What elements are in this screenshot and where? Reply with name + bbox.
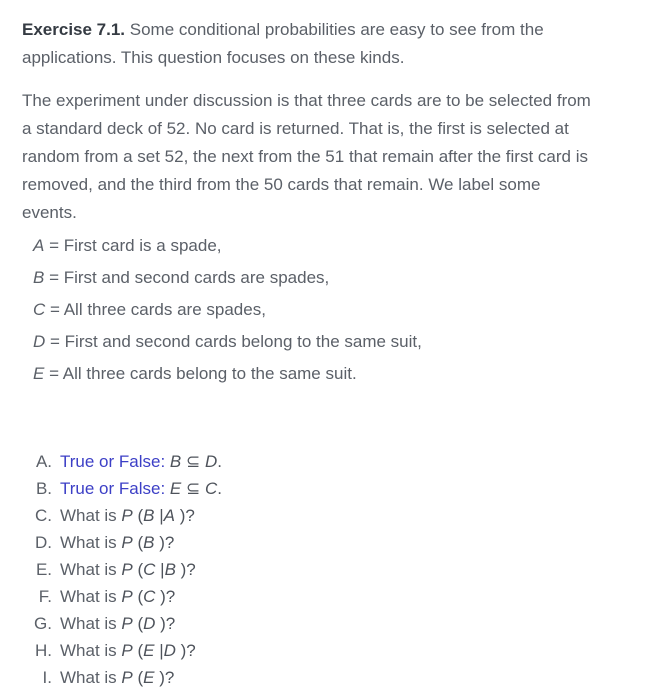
math-symbol: ( [132, 533, 144, 552]
math-variable: D [204, 452, 218, 471]
math-variable: C [143, 560, 156, 579]
event-description: All three cards are spades, [63, 300, 266, 319]
question-text [60, 583, 175, 610]
question-prefix: What is [60, 614, 122, 633]
question-prefix: What is [60, 641, 122, 660]
experiment-line: random from a set 52, the next from the 51 that remain after the first card is [22, 147, 588, 166]
math-variable: P [121, 506, 133, 525]
math-symbol: ( [132, 560, 144, 579]
question-prefix: What is [60, 560, 122, 579]
question-marker: G. [34, 614, 52, 633]
event-definition-row [33, 262, 623, 294]
question-item [22, 637, 623, 664]
math-variable: P [121, 587, 133, 606]
question-marker: H. [35, 641, 52, 660]
question-text [60, 529, 174, 556]
question-marker: A. [35, 452, 52, 471]
experiment-line: events. [22, 203, 77, 222]
question-item [22, 556, 623, 583]
question-marker: F. [38, 587, 52, 606]
math-symbol: )? [175, 560, 196, 579]
question-marker: D. [35, 533, 52, 552]
question-prefix: What is [60, 506, 122, 525]
event-equals-sign: = [44, 268, 64, 287]
math-variable: A [163, 506, 175, 525]
math-symbol: | [154, 641, 164, 660]
math-variable: P [121, 641, 133, 660]
math-variable: E [169, 479, 182, 498]
event-definition-row [33, 230, 623, 262]
math-symbol: )? [155, 587, 176, 606]
question-item [22, 475, 623, 502]
intro-line-2: applications. This question focuses on these kinds. [22, 48, 405, 67]
math-symbol: | [154, 506, 164, 525]
event-description: First and second cards belong to the same suit, [64, 332, 422, 351]
event-equals-sign: = [45, 332, 65, 351]
math-symbol: ⊆ [181, 452, 205, 471]
event-equals-sign: = [45, 300, 64, 319]
math-variable: P [121, 533, 133, 552]
intro-line-1 [22, 16, 623, 44]
event-letter: E [33, 364, 45, 383]
true-or-false-link[interactable]: True or False: [60, 452, 166, 471]
experiment-line: The experiment under discussion is that three cards are to be selected from [22, 91, 591, 110]
event-description: First card is a spade, [63, 236, 222, 255]
question-marker: C. [35, 506, 52, 525]
math-variable: C [204, 479, 218, 498]
math-symbol: ( [132, 641, 144, 660]
intro-paragraph [22, 16, 623, 72]
event-letter: B [33, 268, 45, 287]
question-text [60, 448, 222, 475]
event-letter: C [33, 300, 46, 319]
true-or-false-link[interactable]: True or False: [60, 479, 166, 498]
question-item [22, 610, 623, 637]
question-item [22, 502, 623, 529]
math-symbol: )? [154, 533, 175, 552]
question-marker: B. [35, 479, 52, 498]
question-item [22, 583, 623, 610]
math-symbol: ( [132, 668, 144, 687]
event-definition-row [33, 326, 623, 358]
math-variable: B [143, 533, 155, 552]
math-variable: D [163, 641, 176, 660]
math-symbol: ( [132, 587, 144, 606]
math-symbol: )? [155, 614, 176, 633]
math-variable: P [121, 668, 133, 687]
question-text [60, 502, 195, 529]
question-marker: E. [35, 560, 52, 579]
math-variable: P [121, 614, 133, 633]
math-variable: E [143, 641, 155, 660]
event-letter: D [33, 332, 46, 351]
math-variable: B [164, 560, 176, 579]
math-symbol: ⊆ [181, 479, 205, 498]
question-text [60, 610, 175, 637]
question-marker: I. [42, 668, 52, 687]
question-text [60, 556, 196, 583]
math-symbol: )? [154, 668, 175, 687]
math-symbol: ( [132, 506, 144, 525]
math-symbol: ( [132, 614, 144, 633]
intro-line-1-text: Some conditional probabilities are easy to see from the [125, 20, 544, 39]
event-definitions-list [33, 230, 623, 390]
math-symbol: . [217, 479, 222, 498]
event-description: All three cards belong to the same suit. [62, 364, 357, 383]
math-variable: B [169, 452, 182, 471]
event-equals-sign: = [44, 236, 64, 255]
math-symbol: . [217, 452, 222, 471]
experiment-line: a standard deck of 52. No card is returned. That is, the first is selected at [22, 119, 569, 138]
question-prefix: What is [60, 533, 122, 552]
experiment-paragraph [22, 87, 623, 227]
math-variable: E [143, 668, 155, 687]
question-text [60, 664, 174, 691]
question-item [22, 664, 623, 691]
math-variable: B [143, 506, 155, 525]
event-letter: A [33, 236, 45, 255]
question-text [60, 475, 222, 502]
question-prefix: What is [60, 587, 122, 606]
math-variable: C [143, 587, 156, 606]
math-symbol: | [155, 560, 165, 579]
question-item [22, 529, 623, 556]
event-description: First and second cards are spades, [63, 268, 330, 287]
question-text [60, 637, 196, 664]
questions-list [22, 448, 623, 691]
math-symbol: )? [175, 641, 196, 660]
exercise-number-label: Exercise 7.1. [22, 20, 126, 39]
event-definition-row [33, 358, 623, 390]
event-equals-sign: = [44, 364, 63, 383]
math-variable: P [121, 560, 133, 579]
question-item [22, 448, 623, 475]
question-prefix: What is [60, 668, 122, 687]
math-variable: D [143, 614, 156, 633]
experiment-line: removed, and the third from the 50 cards that remain. We label some [22, 175, 541, 194]
math-symbol: )? [174, 506, 195, 525]
event-definition-row [33, 294, 623, 326]
